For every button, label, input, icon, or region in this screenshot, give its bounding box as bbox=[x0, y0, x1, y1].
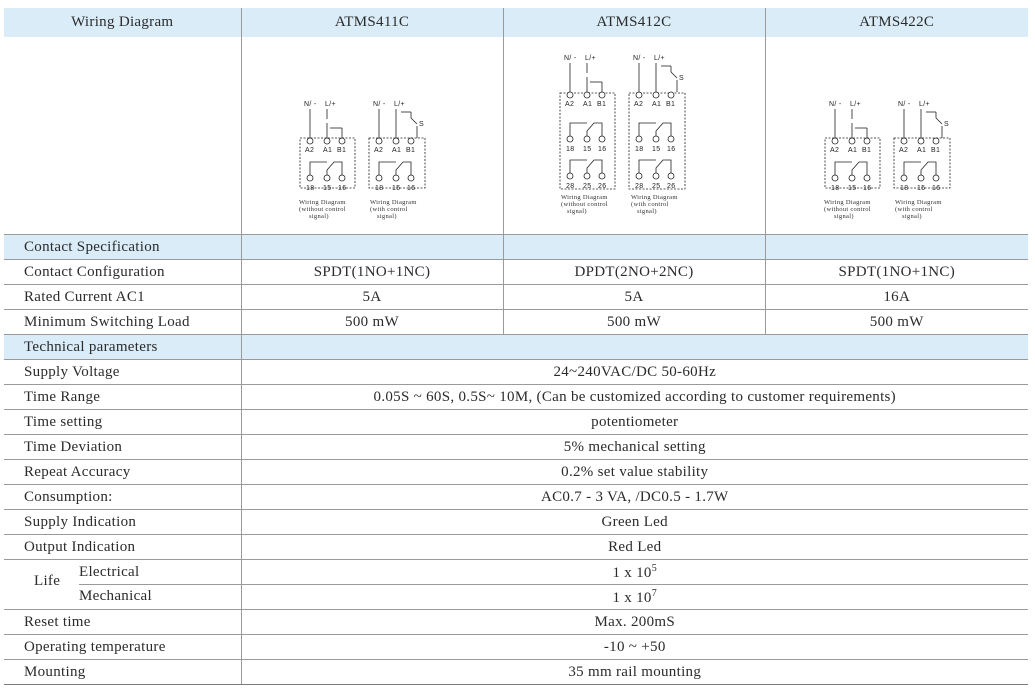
svg-text:26: 26 bbox=[667, 182, 676, 190]
row-label: Supply Indication bbox=[4, 510, 241, 535]
svg-text:16: 16 bbox=[667, 145, 676, 153]
svg-text:(without control: (without control bbox=[823, 205, 871, 213]
svg-text:A1: A1 bbox=[583, 100, 593, 108]
svg-text:Wiring Diagram: Wiring Diagram bbox=[894, 198, 942, 206]
wiring-diagram-header: Wiring Diagram bbox=[4, 8, 241, 37]
row-label: Output Indication bbox=[4, 535, 241, 560]
table-row bbox=[4, 435, 1028, 460]
svg-text:N/ -: N/ - bbox=[897, 100, 911, 108]
diagram-row bbox=[4, 37, 1028, 235]
row-value: Green Led bbox=[241, 510, 1028, 535]
svg-text:15: 15 bbox=[323, 184, 332, 192]
life-electrical-label: Electrical bbox=[79, 563, 140, 580]
row-label: Mounting bbox=[4, 660, 241, 685]
row-value: 24~240VAC/DC 50-60Hz bbox=[241, 360, 1028, 385]
svg-text:(with control: (with control bbox=[370, 205, 408, 213]
table-row bbox=[4, 535, 1028, 560]
row-value: 5% mechanical setting bbox=[241, 435, 1028, 460]
svg-text:18: 18 bbox=[899, 184, 909, 192]
svg-text:B1: B1 bbox=[337, 146, 347, 154]
svg-text:15: 15 bbox=[916, 184, 926, 192]
svg-text:L/+: L/+ bbox=[849, 100, 861, 108]
svg-text:18: 18 bbox=[566, 145, 575, 153]
table-row bbox=[4, 485, 1028, 510]
wiring-diagram-single-16a bbox=[822, 48, 972, 198]
svg-text:A1: A1 bbox=[392, 146, 402, 154]
wiring-diagram-double bbox=[559, 51, 709, 221]
svg-text:signal): signal) bbox=[637, 207, 657, 215]
diagram-atms422c bbox=[765, 37, 1028, 235]
table-row bbox=[4, 660, 1028, 685]
table-row bbox=[4, 510, 1028, 535]
svg-text:N/ -: N/ - bbox=[633, 54, 646, 62]
svg-text:Wiring Diagram: Wiring Diagram bbox=[370, 198, 417, 206]
section-technical bbox=[4, 335, 1028, 360]
table-row bbox=[4, 610, 1028, 635]
svg-text:18: 18 bbox=[830, 184, 840, 192]
table-row bbox=[4, 285, 1028, 310]
svg-text:L/+: L/+ bbox=[654, 54, 665, 62]
svg-text:B1: B1 bbox=[597, 100, 607, 108]
table-row bbox=[4, 410, 1028, 435]
svg-text:16: 16 bbox=[862, 184, 872, 192]
row-value: 0.05S ~ 60S, 0.5S~ 10M, (Can be customized according to customer requirements) bbox=[241, 385, 1028, 410]
row-label: Time Range bbox=[4, 385, 241, 410]
life-mechanical-label: Mechanical bbox=[79, 588, 152, 605]
svg-text:S: S bbox=[943, 120, 949, 128]
row-value: 5A bbox=[503, 285, 765, 310]
row-value: Max. 200mS bbox=[241, 610, 1028, 635]
svg-text:A1: A1 bbox=[916, 146, 926, 154]
life-row-electrical bbox=[4, 560, 1028, 585]
model-atms411c: ATMS411C bbox=[241, 8, 503, 37]
svg-text:16: 16 bbox=[407, 184, 416, 192]
svg-text:(with control: (with control bbox=[894, 205, 933, 213]
svg-text:16: 16 bbox=[931, 184, 941, 192]
row-label: Rated Current AC1 bbox=[4, 285, 241, 310]
svg-text:signal): signal) bbox=[833, 212, 854, 220]
svg-text:B1: B1 bbox=[930, 146, 940, 154]
svg-text:signal): signal) bbox=[567, 207, 587, 215]
svg-text:signal): signal) bbox=[901, 212, 922, 220]
svg-text:15: 15 bbox=[652, 145, 661, 153]
row-value: 500 mW bbox=[765, 310, 1028, 335]
svg-text:A1: A1 bbox=[847, 146, 857, 154]
section-title: Contact Specification bbox=[4, 235, 241, 260]
svg-text:16: 16 bbox=[338, 184, 347, 192]
svg-text:A2: A2 bbox=[374, 146, 384, 154]
table-row bbox=[4, 310, 1028, 335]
svg-text:A2: A2 bbox=[634, 100, 644, 108]
svg-text:N/ -: N/ - bbox=[564, 54, 577, 62]
svg-text:16: 16 bbox=[598, 145, 607, 153]
row-value: potentiometer bbox=[241, 410, 1028, 435]
model-atms412c: ATMS412C bbox=[503, 8, 765, 37]
row-value: 5A bbox=[241, 285, 503, 310]
svg-text:A1: A1 bbox=[652, 100, 662, 108]
model-atms422c: ATMS422C bbox=[765, 8, 1028, 37]
svg-text:Wiring Diagram: Wiring Diagram bbox=[631, 193, 678, 201]
life-row-mechanical bbox=[4, 585, 1028, 610]
svg-text:B1: B1 bbox=[406, 146, 416, 154]
svg-text:15: 15 bbox=[583, 145, 592, 153]
section-title: Technical parameters bbox=[4, 335, 241, 360]
svg-text:L/+: L/+ bbox=[585, 54, 596, 62]
svg-text:(without control: (without control bbox=[561, 200, 608, 208]
row-value: AC0.7 - 3 VA, /DC0.5 - 1.7W bbox=[241, 485, 1028, 510]
row-value: -10 ~ +50 bbox=[241, 635, 1028, 660]
section-contact-spec bbox=[4, 235, 1028, 260]
svg-text:A2: A2 bbox=[829, 146, 839, 154]
row-value: Red Led bbox=[241, 535, 1028, 560]
svg-text:B1: B1 bbox=[666, 100, 676, 108]
spec-table bbox=[4, 8, 1028, 685]
row-label: Contact Configuration bbox=[4, 260, 241, 285]
row-label: Reset time bbox=[4, 610, 241, 635]
svg-text:A2: A2 bbox=[305, 146, 315, 154]
row-value: 35 mm rail mounting bbox=[241, 660, 1028, 685]
svg-text:(without control: (without control bbox=[299, 205, 346, 213]
row-value: DPDT(2NO+2NC) bbox=[503, 260, 765, 285]
table-row bbox=[4, 385, 1028, 410]
svg-text:25: 25 bbox=[652, 182, 661, 190]
row-value: 0.2% set value stability bbox=[241, 460, 1028, 485]
header-row bbox=[4, 8, 1028, 37]
svg-text:S: S bbox=[419, 120, 424, 128]
diagram-captions bbox=[297, 198, 447, 224]
svg-text:L/+: L/+ bbox=[394, 100, 405, 108]
svg-text:Wiring Diagram: Wiring Diagram bbox=[299, 198, 346, 206]
row-value: 500 mW bbox=[241, 310, 503, 335]
life-label: Life bbox=[34, 572, 61, 589]
row-value: SPDT(1NO+1NC) bbox=[765, 260, 1028, 285]
row-label: Repeat Accuracy bbox=[4, 460, 241, 485]
svg-text:18: 18 bbox=[306, 184, 315, 192]
svg-text:15: 15 bbox=[847, 184, 857, 192]
svg-text:N/ -: N/ - bbox=[373, 100, 386, 108]
svg-text:A2: A2 bbox=[565, 100, 575, 108]
table-row bbox=[4, 635, 1028, 660]
svg-text:28: 28 bbox=[566, 182, 575, 190]
svg-text:signal): signal) bbox=[309, 212, 329, 220]
svg-text:signal): signal) bbox=[377, 212, 397, 220]
row-label: Consumption: bbox=[4, 485, 241, 510]
table-row bbox=[4, 260, 1028, 285]
diagram-atms412c bbox=[503, 37, 765, 235]
svg-text:N/ -: N/ - bbox=[828, 100, 842, 108]
svg-text:Wiring Diagram: Wiring Diagram bbox=[561, 193, 608, 201]
svg-text:26: 26 bbox=[598, 182, 607, 190]
row-label: Minimum Switching Load bbox=[4, 310, 241, 335]
svg-text:L/+: L/+ bbox=[325, 100, 336, 108]
svg-text:A1: A1 bbox=[323, 146, 333, 154]
life-electrical-value: 1 x $10^5$ bbox=[241, 560, 1028, 585]
diagram-atms411c bbox=[241, 37, 503, 235]
svg-text:S: S bbox=[679, 74, 684, 82]
svg-text:15: 15 bbox=[392, 184, 401, 192]
svg-text:28: 28 bbox=[635, 182, 644, 190]
life-mechanical-value: 1 x $10^7$ bbox=[241, 585, 1028, 610]
row-value: 16A bbox=[765, 285, 1028, 310]
svg-text:Wiring Diagram: Wiring Diagram bbox=[823, 198, 871, 206]
svg-text:25: 25 bbox=[583, 182, 592, 190]
wiring-diagram-single bbox=[297, 48, 447, 198]
svg-text:B1: B1 bbox=[861, 146, 871, 154]
row-label: Operating temperature bbox=[4, 635, 241, 660]
svg-text:(with control: (with control bbox=[631, 200, 669, 208]
row-value: 500 mW bbox=[503, 310, 765, 335]
table-row bbox=[4, 460, 1028, 485]
svg-text:A2: A2 bbox=[898, 146, 908, 154]
row-label: Supply Voltage bbox=[4, 360, 241, 385]
table-row bbox=[4, 360, 1028, 385]
row-value: SPDT(1NO+1NC) bbox=[241, 260, 503, 285]
svg-text:18: 18 bbox=[375, 184, 384, 192]
row-label: Time setting bbox=[4, 410, 241, 435]
svg-text:18: 18 bbox=[635, 145, 644, 153]
row-label: Time Deviation bbox=[4, 435, 241, 460]
svg-text:L/+: L/+ bbox=[918, 100, 930, 108]
svg-text:N/ -: N/ - bbox=[304, 100, 317, 108]
diagram-captions bbox=[822, 198, 972, 224]
